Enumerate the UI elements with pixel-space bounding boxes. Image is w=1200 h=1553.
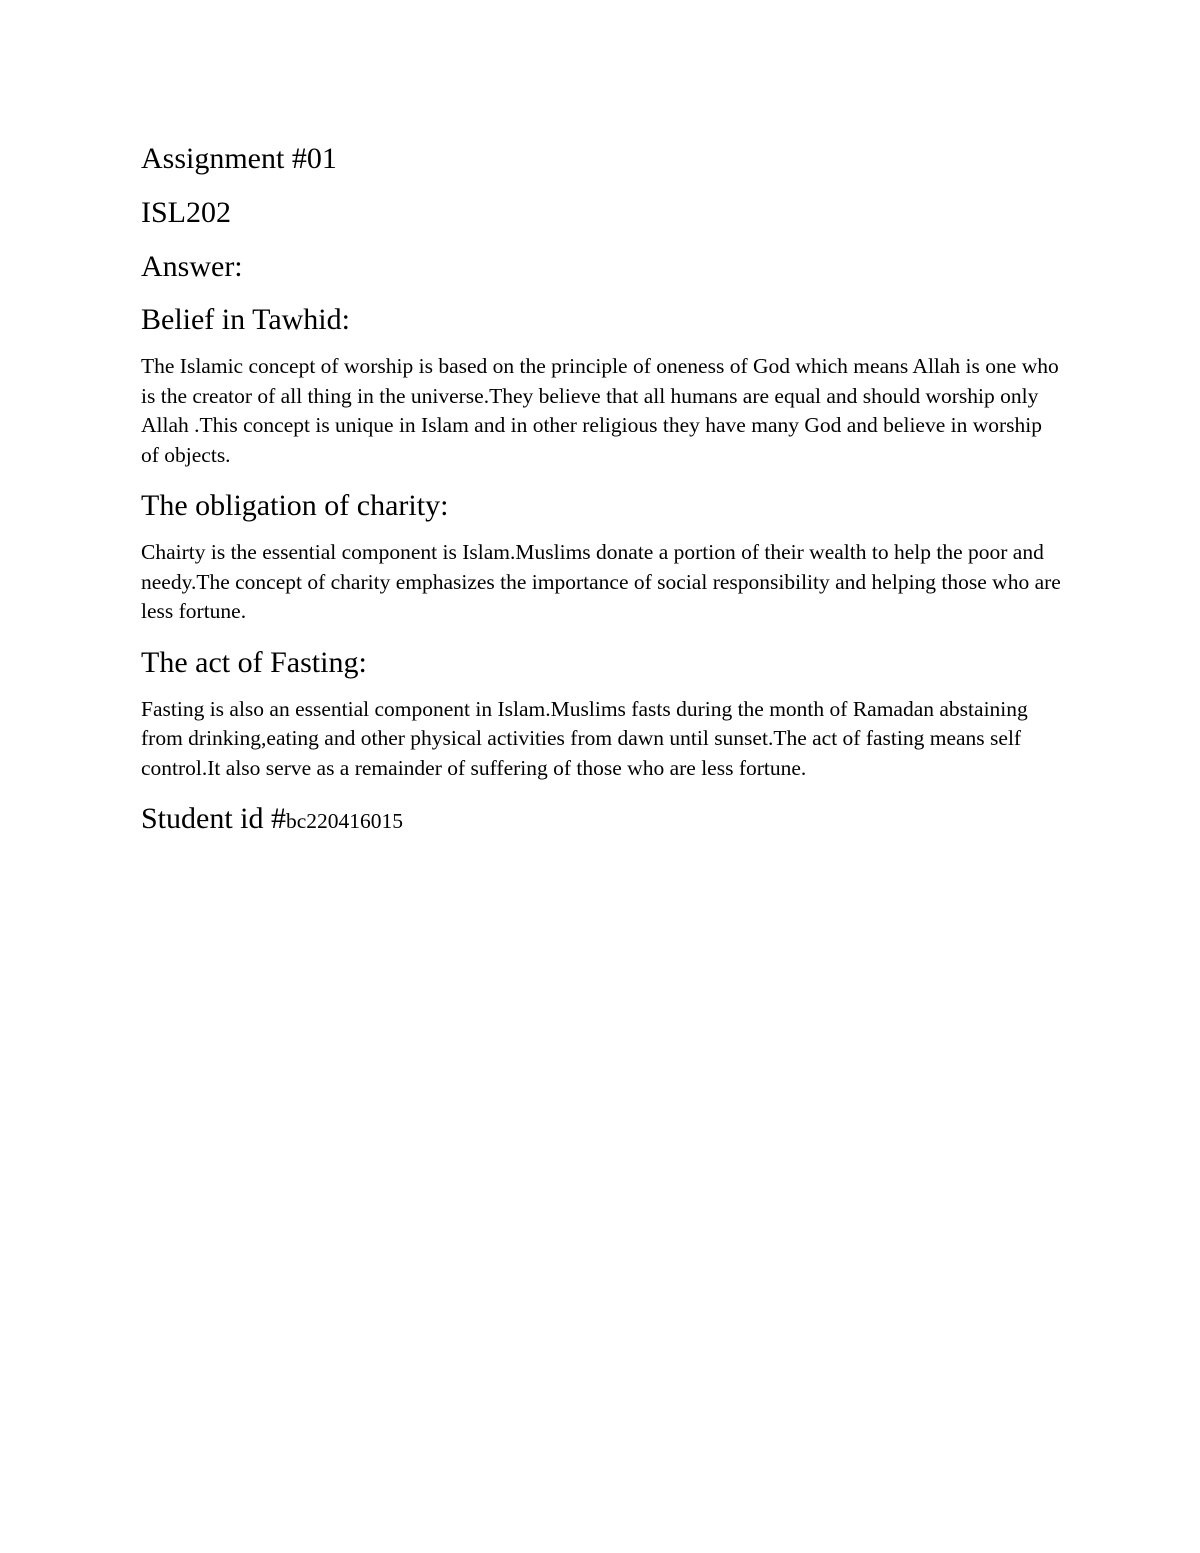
section-text-charity: Chairty is the essential component is Islam.Muslims donate a portion of their wealth to help the poor and needy.The concept of charity emphasizes the importance of social responsibility and helping those who are less fortune.	[141, 540, 1061, 623]
answer-label: Answer:	[141, 250, 243, 283]
section-text-fasting: Fasting is also an essential component in Islam.Muslims fasts during the month of Ramadan abstaining from drinking,eating and other physical activities from dawn until sunset.The act of fasting means self control.It also serve as a remainder of suffering of those who are less fortune.	[141, 696, 1028, 780]
student-id-line	[141, 799, 1061, 841]
section-heading-tawhid: Belief in Tawhid:	[141, 303, 350, 336]
section-heading-charity: The obligation of charity:	[141, 489, 449, 522]
student-id-value: bc220416015	[286, 809, 404, 833]
course-code: ISL202	[141, 196, 231, 229]
section-heading-fasting: The act of Fasting:	[141, 645, 367, 679]
student-id-label: Student id #	[141, 802, 287, 835]
section-text-tawhid: The Islamic concept of worship is based on the principle of oneness of God which means Allah is one who is the creator of all thing in the universe.They believe that all humans are equal and should worship only Allah .This concept is unique in Islam and in other religious they have many God and believe in worship of objects.	[141, 354, 1059, 467]
assignment-title: Assignment #01	[141, 142, 337, 175]
document-content	[141, 138, 1061, 841]
